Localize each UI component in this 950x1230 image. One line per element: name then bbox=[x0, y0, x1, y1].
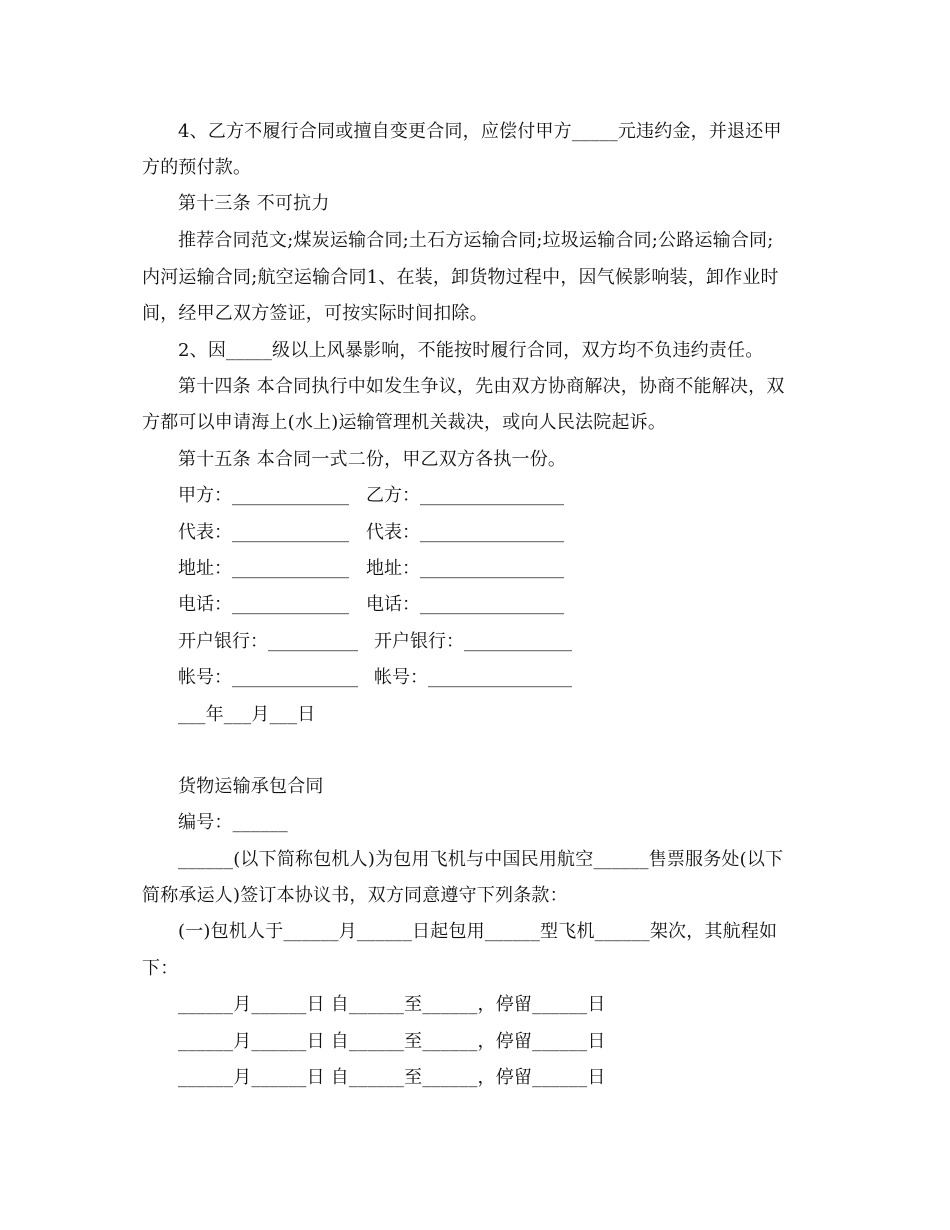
party-b-representative-field: 代表：________________ bbox=[366, 522, 564, 543]
party-a-phone-field: 电话：_____________ bbox=[178, 594, 349, 615]
route-line: ______月______日 自______至______，停留______日 bbox=[178, 994, 606, 1015]
article-14-line-1: 第十四条 本合同执行中如发生争议，先由双方协商解决，协商不能解决，双 bbox=[178, 376, 785, 397]
signature-row-account bbox=[178, 666, 572, 690]
clause-1-line-1: (一)包机人于______月______日起包用______型飞机______架次，其航程如 bbox=[178, 921, 778, 942]
party-a-account-field: 帐号：______________ bbox=[178, 667, 358, 688]
signature-row-bank bbox=[178, 630, 572, 654]
signature-row-address bbox=[178, 557, 564, 581]
signature-row-representative bbox=[178, 521, 564, 545]
contract-2-title: 货物运输承包合同 bbox=[178, 776, 324, 797]
signature-row-party bbox=[178, 484, 564, 508]
route-line: ______月______日 自______至______，停留______日 bbox=[178, 1031, 606, 1052]
clause-4-line-2: 方的预付款。 bbox=[142, 157, 252, 178]
party-b-bank-field: 开户银行：____________ bbox=[374, 631, 572, 652]
party-a-bank-field: 开户银行：__________ bbox=[178, 631, 358, 652]
clause-1-line-2: 下： bbox=[142, 958, 179, 979]
recommendation-line-3: 间，经甲乙双方签证，可按实际时间扣除。 bbox=[142, 303, 488, 324]
party-a-field: 甲方：_____________ bbox=[178, 485, 349, 506]
article-15: 第十五条 本合同一式二份，甲乙双方各执一份。 bbox=[178, 449, 567, 470]
contract-number-line: 编号：______ bbox=[178, 812, 288, 833]
clause-4-line-1: 4、乙方不履行合同或擅自变更合同，应偿付甲方_____元违约金，并退还甲 bbox=[178, 121, 782, 142]
party-b-address-field: 地址：________________ bbox=[366, 558, 564, 579]
article-14-line-2: 方都可以申请海上(水上)运输管理机关裁决，或向人民法院起诉。 bbox=[142, 412, 667, 433]
route-line: ______月______日 自______至______，停留______日 bbox=[178, 1067, 606, 1088]
party-b-account-field: 帐号：________________ bbox=[374, 667, 572, 688]
recommendation-line-2: 内河运输合同;航空运输合同1、在装，卸货物过程中，因气候影响装，卸作业时 bbox=[142, 267, 779, 288]
article-13-title: 第十三条 不可抗力 bbox=[178, 193, 330, 214]
signature-row-phone bbox=[178, 593, 564, 617]
intro-line-1: ______(以下简称包机人)为包用飞机与中国民用航空______售票服务处(以下 bbox=[178, 849, 784, 870]
clause-2-storm: 2、因_____级以上风暴影响，不能按时履行合同，双方均不负违约责任。 bbox=[178, 340, 764, 361]
party-a-representative-field: 代表：_____________ bbox=[178, 522, 349, 543]
date-line: ___年___月___日 bbox=[178, 704, 316, 725]
party-b-field: 乙方：________________ bbox=[366, 485, 564, 506]
party-b-phone-field: 电话：________________ bbox=[366, 594, 564, 615]
party-a-address-field: 地址：_____________ bbox=[178, 558, 349, 579]
intro-line-2: 简称承运人)签订本协议书，双方同意遵守下列条款： bbox=[142, 885, 568, 906]
recommendation-line-1: 推荐合同范文;煤炭运输合同;土石方运输合同;垃圾运输合同;公路运输合同; bbox=[178, 230, 774, 251]
